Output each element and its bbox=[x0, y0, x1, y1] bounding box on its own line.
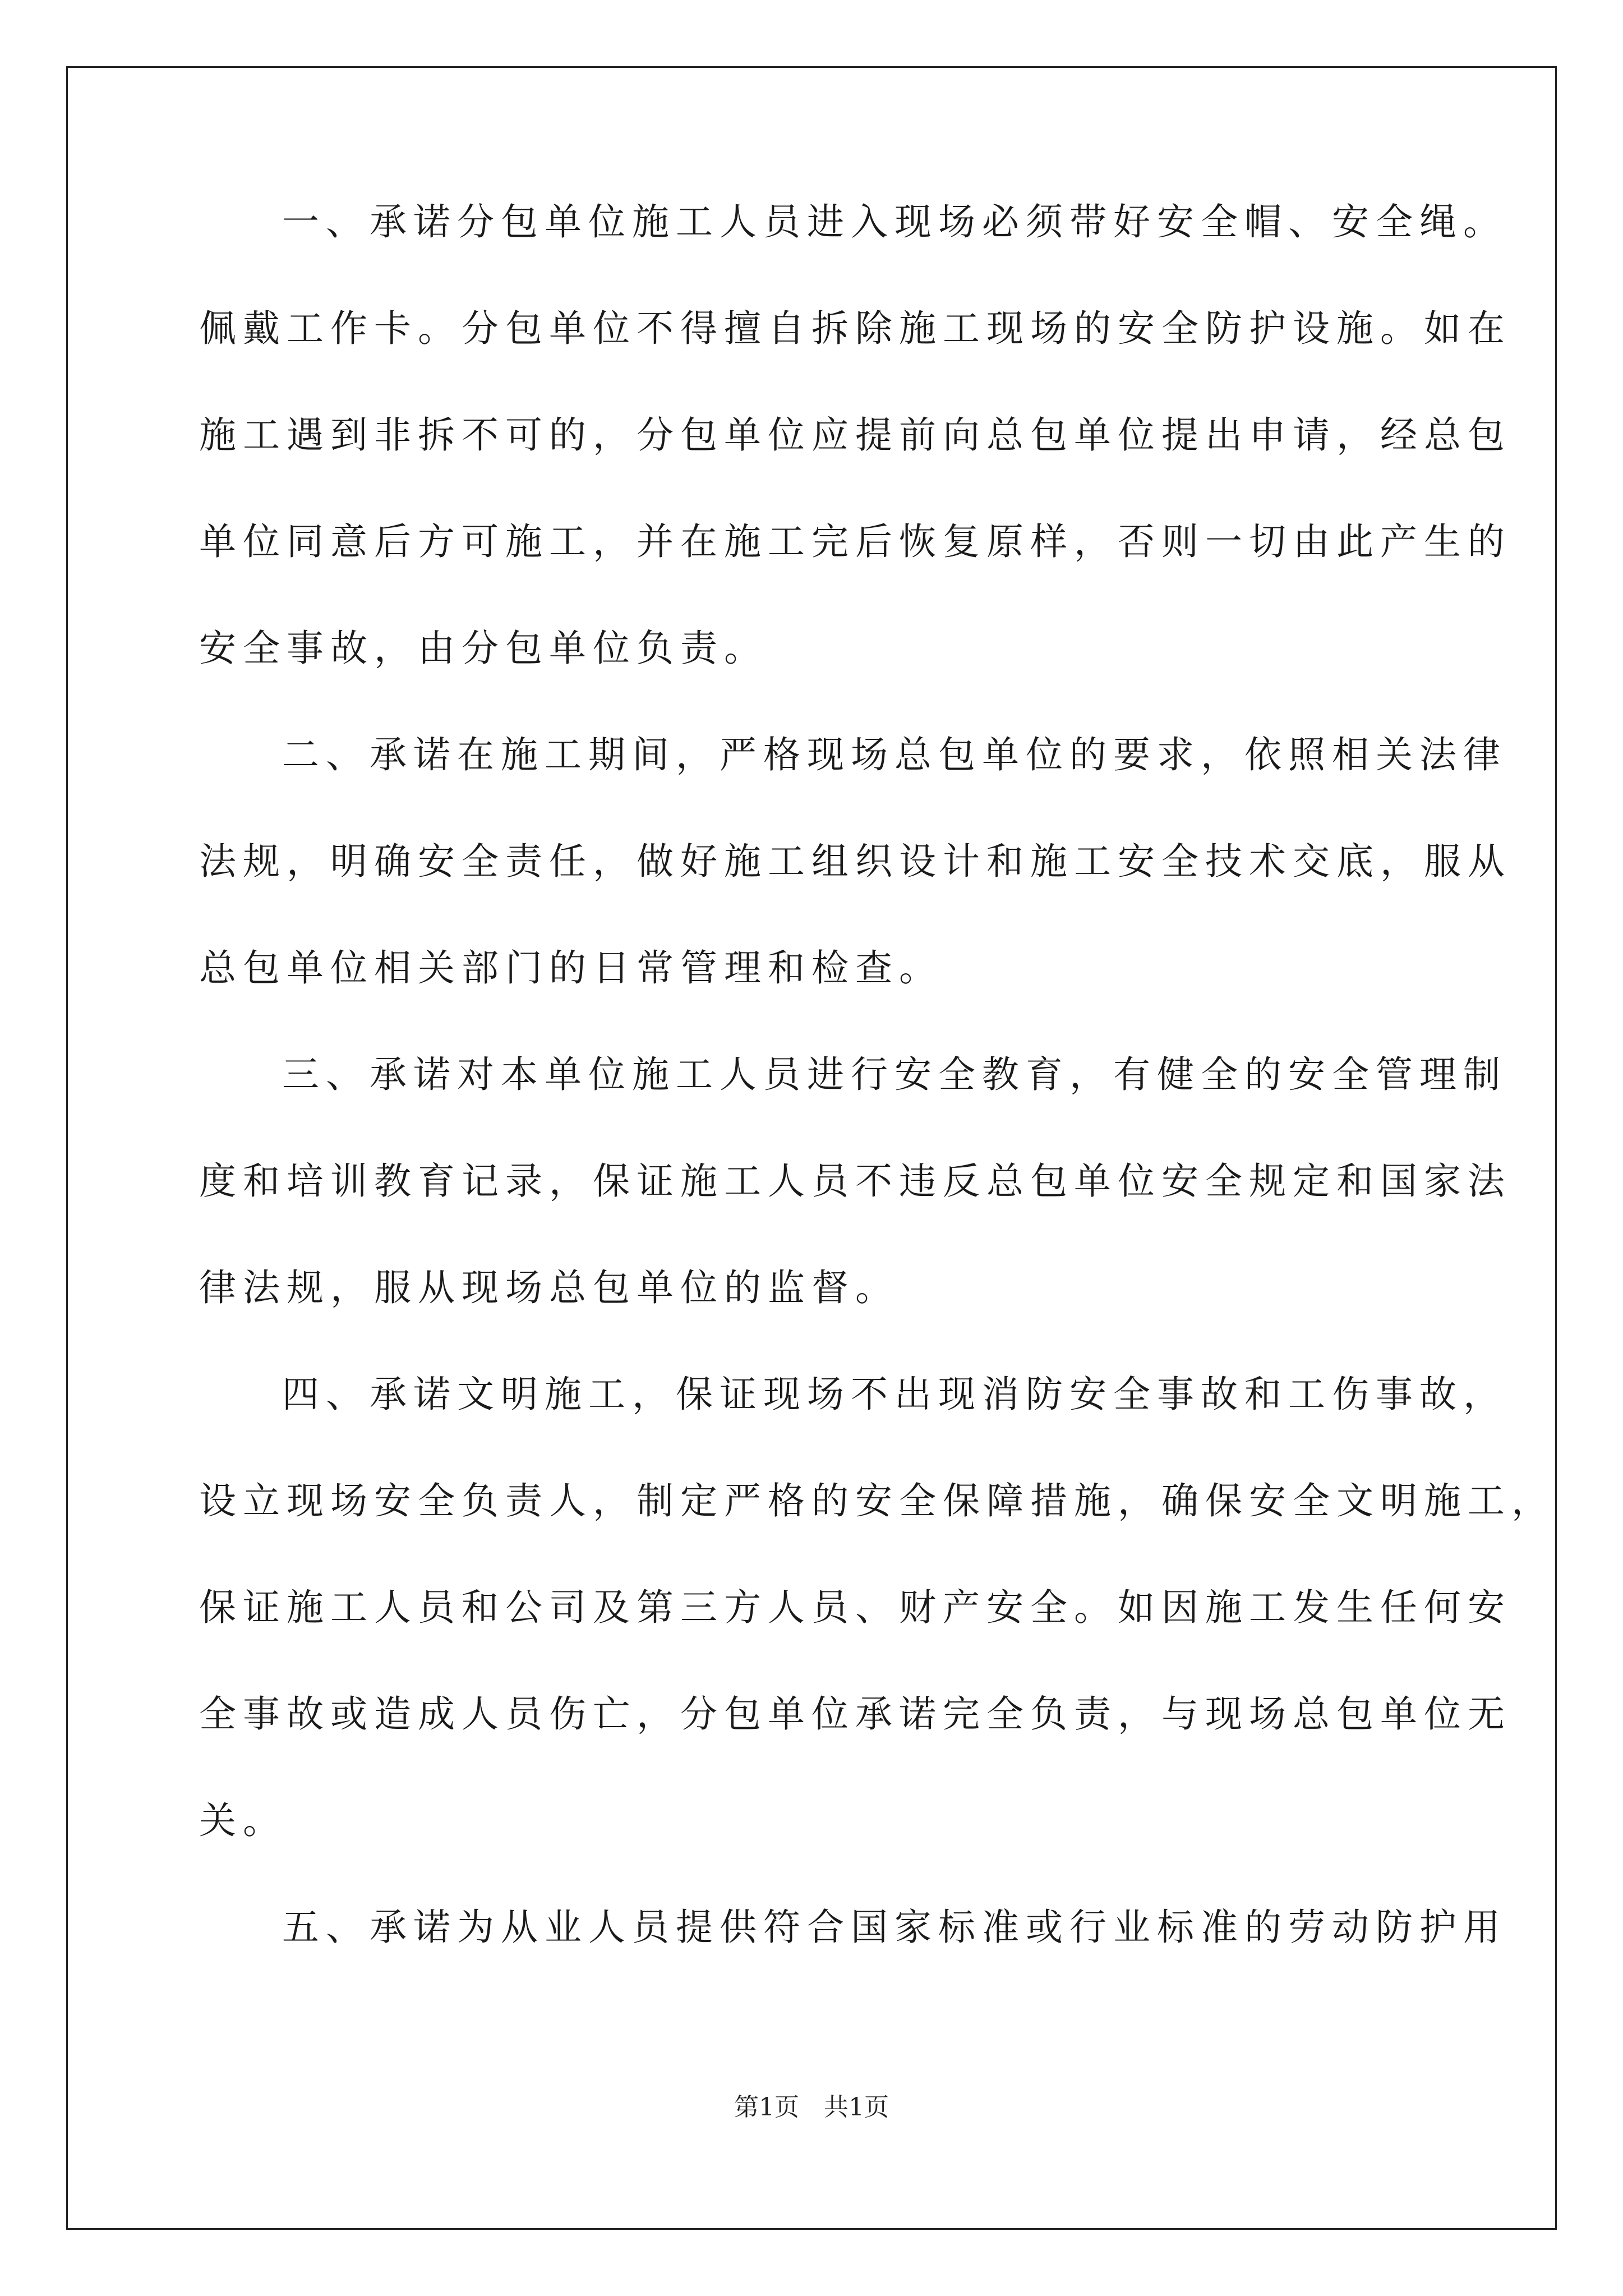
text-line: 总包单位相关部门的日常管理和检查。 bbox=[199, 946, 943, 990]
text-line: 三、承诺对本单位施工人员进行安全教育，有健全的安全管理制 bbox=[282, 1053, 1507, 1096]
text-line: 设立现场安全负责人，制定严格的安全保障措施，确保安全文明施工， bbox=[199, 1479, 1555, 1522]
text-line: 全事故或造成人员伤亡，分包单位承诺完全负责，与现场总包单位无 bbox=[199, 1692, 1511, 1736]
text-line: 一、承诺分包单位施工人员进入现场必须带好安全帽、安全绳。 bbox=[282, 200, 1507, 243]
text-line: 度和培训教育记录，保证施工人员不违反总包单位安全规定和国家法 bbox=[199, 1159, 1511, 1203]
document-body bbox=[199, 196, 1555, 2008]
text-line: 四、承诺文明施工，保证现场不出现消防安全事故和工伤事故， bbox=[282, 1373, 1507, 1416]
text-line: 施工遇到非拆不可的，分包单位应提前向总包单位提出申请，经总包 bbox=[199, 413, 1511, 457]
text-line: 法规，明确安全责任，做好施工组织设计和施工安全技术交底，服从 bbox=[199, 840, 1511, 883]
text-line: 五、承诺为从业人员提供符合国家标准或行业标准的劳动防护用 bbox=[282, 1906, 1507, 1949]
page-footer: 第1页 共1页 bbox=[734, 2093, 889, 2122]
text-line: 关。 bbox=[199, 1799, 287, 1842]
text-line: 保证施工人员和公司及第三方人员、财产安全。如因施工发生任何安 bbox=[199, 1586, 1511, 1629]
text-line: 律法规，服从现场总包单位的监督。 bbox=[199, 1266, 899, 1309]
text-line: 佩戴工作卡。分包单位不得擅自拆除施工现场的安全防护设施。如在 bbox=[199, 307, 1511, 350]
text-line: 单位同意后方可施工，并在施工完后恢复原样，否则一切由此产生的 bbox=[199, 520, 1511, 563]
text-line: 安全事故，由分包单位负责。 bbox=[199, 627, 768, 670]
text-line: 二、承诺在施工期间，严格现场总包单位的要求，依照相关法律 bbox=[282, 733, 1507, 776]
